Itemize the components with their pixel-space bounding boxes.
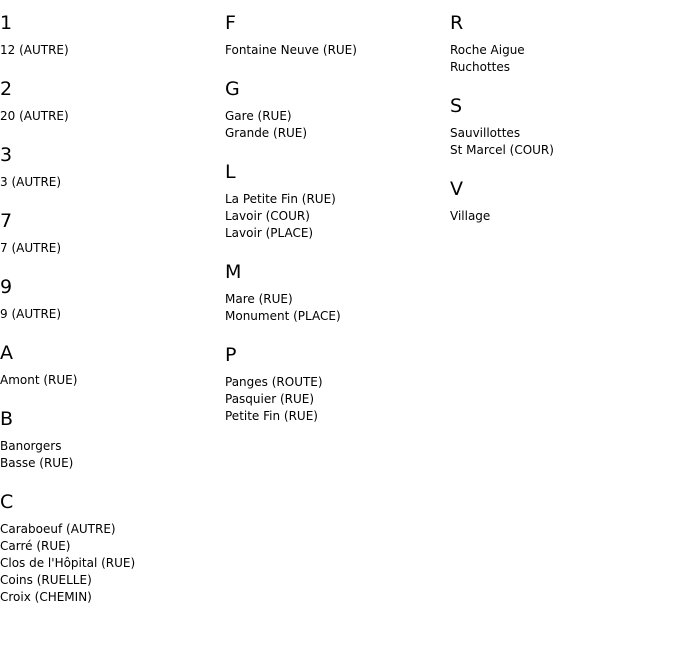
letter-group bbox=[225, 12, 445, 59]
letter-heading: 9 bbox=[0, 276, 13, 298]
street-link[interactable]: 3 (AUTRE) bbox=[0, 175, 62, 189]
letter-group bbox=[450, 12, 670, 76]
street-link[interactable]: Clos de l'Hôpital (RUE) bbox=[0, 556, 136, 570]
street-link[interactable]: Carré (RUE) bbox=[0, 539, 71, 553]
letter-heading: F bbox=[225, 12, 236, 34]
street-link[interactable]: Croix (CHEMIN) bbox=[0, 590, 92, 604]
street-link[interactable]: Caraboeuf (AUTRE) bbox=[0, 522, 116, 536]
letter-group bbox=[0, 408, 220, 472]
letter-heading: L bbox=[225, 161, 236, 183]
letter-group bbox=[225, 78, 445, 142]
street-link[interactable]: Banorgers bbox=[0, 439, 62, 453]
street-link[interactable]: Gare (RUE) bbox=[225, 109, 292, 123]
letter-heading: S bbox=[450, 95, 463, 117]
street-link[interactable]: 7 (AUTRE) bbox=[0, 241, 62, 255]
letter-heading: 7 bbox=[0, 210, 13, 232]
letter-heading: G bbox=[225, 78, 240, 100]
street-link[interactable]: Lavoir (COUR) bbox=[225, 209, 310, 223]
street-link[interactable]: Coins (RUELLE) bbox=[0, 573, 92, 587]
letter-heading: 2 bbox=[0, 78, 13, 100]
letter-group bbox=[0, 210, 220, 257]
letter-group bbox=[450, 178, 670, 225]
street-link[interactable]: Grande (RUE) bbox=[225, 126, 308, 140]
letter-heading: B bbox=[0, 408, 14, 430]
street-link[interactable]: Monument (PLACE) bbox=[225, 309, 341, 323]
street-link[interactable]: La Petite Fin (RUE) bbox=[225, 192, 336, 206]
street-link[interactable]: Pasquier (RUE) bbox=[225, 392, 315, 406]
street-link[interactable]: Fontaine Neuve (RUE) bbox=[225, 43, 357, 57]
letter-group bbox=[0, 342, 220, 389]
letter-heading: A bbox=[0, 342, 13, 364]
street-link[interactable]: Basse (RUE) bbox=[0, 456, 74, 470]
letter-group bbox=[0, 276, 220, 323]
letter-group bbox=[225, 261, 445, 325]
street-link[interactable]: 20 (AUTRE) bbox=[0, 109, 69, 123]
street-link[interactable]: Sauvillottes bbox=[450, 126, 521, 140]
letter-group bbox=[0, 12, 220, 59]
street-link[interactable]: Lavoir (PLACE) bbox=[225, 226, 314, 240]
street-link[interactable]: Amont (RUE) bbox=[0, 373, 78, 387]
street-link[interactable]: Petite Fin (RUE) bbox=[225, 409, 318, 423]
street-index-column-3 bbox=[450, 12, 670, 244]
letter-group bbox=[225, 344, 445, 425]
letter-heading: V bbox=[450, 178, 463, 200]
letter-heading: M bbox=[225, 261, 242, 283]
letter-heading: R bbox=[450, 12, 464, 34]
street-link[interactable]: Roche Aigue bbox=[450, 43, 525, 57]
street-link[interactable]: 9 (AUTRE) bbox=[0, 307, 62, 321]
letter-heading: C bbox=[0, 491, 14, 513]
letter-heading: 1 bbox=[0, 12, 13, 34]
letter-group bbox=[0, 491, 220, 606]
letter-group bbox=[0, 78, 220, 125]
letter-group bbox=[450, 95, 670, 159]
letter-heading: 3 bbox=[0, 144, 13, 166]
street-link[interactable]: St Marcel (COUR) bbox=[450, 143, 554, 157]
street-index-column-2 bbox=[225, 12, 445, 444]
street-link[interactable]: Mare (RUE) bbox=[225, 292, 293, 306]
letter-group bbox=[0, 144, 220, 191]
street-index-column-1 bbox=[0, 12, 220, 625]
street-link[interactable]: Village bbox=[450, 209, 491, 223]
street-link[interactable]: Panges (ROUTE) bbox=[225, 375, 323, 389]
letter-group bbox=[225, 161, 445, 242]
street-link[interactable]: 12 (AUTRE) bbox=[0, 43, 69, 57]
letter-heading: P bbox=[225, 344, 237, 366]
street-link[interactable]: Ruchottes bbox=[450, 60, 510, 74]
